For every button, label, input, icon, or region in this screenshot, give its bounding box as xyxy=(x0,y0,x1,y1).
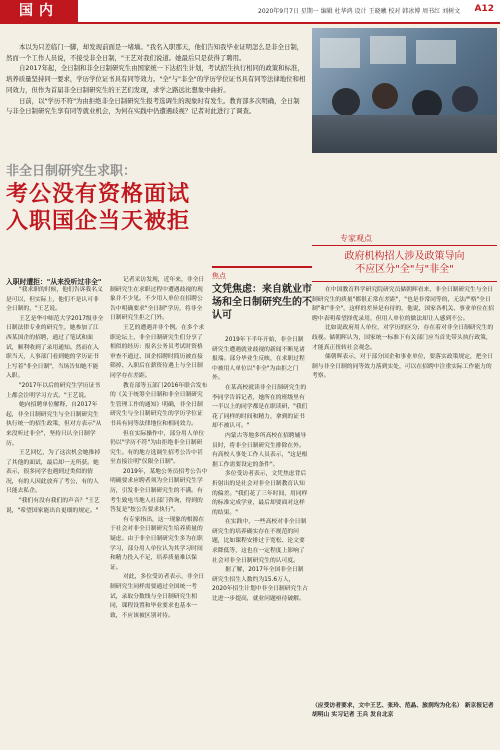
sidebar-column xyxy=(312,286,497,698)
intro-paragraph: 本以为只差临门一脚，却发现前面是一堵墙。"我名入职那天，他们告知我毕业证明怎么是非全日制，然而一个工作人员说，不接受非全日制，"王艺对我们说道。她最后只是获得了聘用。 xyxy=(6,43,304,62)
header-rule xyxy=(0,22,500,24)
photo-crowd-shape xyxy=(312,115,497,153)
sidebar-title: 政府机构招人涉及政策导向 不应区分"全"与"非全" xyxy=(344,251,465,275)
headline-line-2: 入职国企当天被拒 xyxy=(6,209,191,234)
body-paragraph: 王艺回忆，为了这次机会她推掉了其他的面试，最后却一无所获。她表示，很多同学也遇到过类似的情况，有的人因此放弃了考公，有的人只能去私企。 xyxy=(6,450,101,495)
body-paragraph: 内蒙古等地多所高校在招聘辅导员时，将非全日制研究生排除在外。有高校人事处工作人员表示，"这是根据工作需要设定的条件"。 xyxy=(212,432,308,468)
photo-window-shape xyxy=(370,36,406,64)
headline-kicker: 非全日制研究生求职： xyxy=(6,164,137,179)
focus-tag: 焦点 xyxy=(212,272,226,280)
column-middle xyxy=(110,276,208,746)
focus-title: 文凭焦虑：来自就业市场和全日制研究生的不认可 xyxy=(212,284,312,321)
body-paragraph: 记者采访发现，近年来，非全日制研究生在求职过程中遭遇歧视的现象并不少见。不少用人单位在招聘公告中明确要求"全日制"学历，将非全日制研究生拒之门外。 xyxy=(110,277,205,322)
body-paragraph: 有专家指出，这一现象的根源在于社会对非全日制研究生培养质量的疑虑。由于非全日制研究生多为在职学习，部分用人单位认为其学习时间和精力投入不足，培养质量难以保证。 xyxy=(110,516,205,571)
photo-person-shape xyxy=(452,86,478,112)
sidebar-bottom-rule xyxy=(312,281,497,282)
body-paragraph: 在某高校就读非全日制研究生的李同学告诉记者，她所在的班级里有一半以上的同学都是在职读研，"我们花了同样的时间和精力，拿到的证书却不被认可。" xyxy=(212,384,308,430)
column-left xyxy=(6,276,104,746)
focus-box xyxy=(212,266,312,332)
photo-person-shape xyxy=(372,83,398,109)
intro-paragraph: 日前，以"学历不符"为由拒绝非全日制研究生报考选调生的现象时有发生。教育部多次明确，全日制与非全日制研究生享有同等就业机会，为何在实践中仍遭遇歧视？记者对此进行了调查。 xyxy=(6,96,300,116)
sidebar-paragraph: 比如说政府用人单位，对学历的区分，存在着对非全日制研究生的歧视。储朝晖认为，国家统一标准下有关部门应当首先带头执行政策，才能真正扭转社会观念。 xyxy=(312,325,494,351)
body-paragraph: 教育部等五部门2016年联合发布的《关于统筹全日制和非全日制研究生管理工作的通知》明确，非全日制研究生与全日制研究生的学历学位证书具有同等法律地位和相同效力。 xyxy=(110,382,208,427)
section-tag: 国内 xyxy=(0,0,78,22)
body-paragraph: 王艺是华中师范大学2017级非全日制法律专业的研究生，她参加了江西某国企的招聘，通过了笔试和面试，顺利收到了录用通知。然而在入职当天，人事部门看到她的学历证书上写着"非全日制"，当场告知她不能入职。 xyxy=(6,315,104,380)
byline-credit: （应受访者要求，文中王艺、张玲、范晶、旅润均为化名） 新京报记者 胡明山 实习记者 王兵 发自北京 xyxy=(312,703,494,718)
page-number: A12 xyxy=(474,4,494,14)
news-photo xyxy=(312,28,497,153)
body-paragraph: 但在实际操作中，部分用人单位仍以"学历不符"为由拒绝非全日制研究生。有的地方选调生招考公告中甚至直接注明"仅限全日制"。 xyxy=(110,430,205,466)
intro-block xyxy=(6,42,306,150)
body-paragraph: 多位受访者表示，文凭焦虑背后折射出的是社会对非全日制教育认知的偏差。"我们花了三年时间，用同样的标准完成学业，最后却要面对这样的结果。" xyxy=(212,471,308,516)
page-header xyxy=(0,0,500,22)
body-paragraph: 王艺的遭遇并非个例。在多个求职论坛上，非全日制研究生们分享了相似的经历：报名公务员考试时资格审查不通过、国企招聘时简历被直接筛掉、入职后在薪资待遇上与全日制同学存在差距。 xyxy=(110,324,205,379)
body-paragraph: "我求职的时候，他们告诉我名义是可以，但实际上，他们不是认可非全日制的，"王艺说。 xyxy=(6,287,103,313)
body-paragraph: 2019年，某地公务员招考公告中明确要求应聘者须为全日制研究生学历，引发非全日制研究生的不满。有考生致电当地人社部门咨询，得到的答复是"按公告要求执行"。 xyxy=(110,468,208,514)
body-paragraph: "我们有没有我们的声音？"王艺说，"希望国家能出台更细的规定。" xyxy=(6,498,100,514)
body-paragraph: 她向招聘单位解释，自2017年起，非全日制研究生与全日制研究生执行统一的招生政策，但对方表示"从来没听过非全"，坚持只认全日制学历。 xyxy=(6,402,102,447)
photo-person-shape xyxy=(332,88,360,116)
headline-line-1: 考公没有资格面试 xyxy=(6,182,191,207)
body-paragraph: 据了解，2017年全国非全日制研究生招生人数约为15.6万人，2020年招生计划中非全日制研究生占比进一步提高，就业问题亟待破解。 xyxy=(212,567,308,603)
photo-window-shape xyxy=(416,40,456,64)
sidebar-paragraph: 在中国教育科学研究院研究员储朝晖看来，非全日制研究生与全日制研究生的质量"都很正常在差距"，"也是非常同等的，无法严格"全日制"和"非全"，这样的差异是有待的，他说，国家各机关、事业单位在招聘中表明希望择优录用，但用人单位的做法却让人感到不公。 xyxy=(312,287,494,322)
body-paragraph: "2017年以后的研究生学历证书上都会注明学习方式。"王艺说。 xyxy=(6,382,101,399)
headline-block xyxy=(6,160,336,235)
column-right-inner xyxy=(212,336,308,746)
intro-paragraph: 自2017年起，全日制和非全日制研究生由国家统一下达招生计划，考试招生执行相同的政策和标准，培养质量坚持同一要求，学历学位证书具有同等效力。"全"与"非全"的学历学位证书具有同等法律地位和相同效力，但作为首届非全日制研究生的王艺们发现，求学之路远比想象中曲折。 xyxy=(6,64,306,94)
sidebar-top-rule xyxy=(312,245,497,246)
header-info: 2020年9月7日 星期一 编辑 杜华鸿 设计 王晓曦 校对 韩冰博 周书红 刘树文 xyxy=(258,8,461,15)
sidebar-tag: 专家观点 xyxy=(340,234,372,243)
headline-main xyxy=(6,181,336,235)
body-paragraph: 2019年下半年开始，非全日制研究生遭遇就业歧视的新闻不断见诸报端。部分毕业生反映，在求职过程中被用人单位以"非全"为由拒之门外。 xyxy=(212,337,305,382)
body-paragraph: 对此，多位受访者表示，非全日制研究生同样需要通过全国统一考试，录取分数线与全日制研究生相同，课程设置和毕业要求也基本一致，不应该被区别对待。 xyxy=(110,574,205,619)
sidebar-paragraph: 储朝晖表示，对于部分国企和事业单位，要落实政策规定，把全日制与非全日制的同等效力落到实处，可以在招聘中注重实际工作能力的考察。 xyxy=(312,354,494,380)
body-paragraph: 在实践中，一些高校对非全日制研究生的培养确实存在不规范的问题，比如课程安排过于宽松、论文要求降低等，这也在一定程度上影响了社会对非全日制研究生的认可度。 xyxy=(212,519,307,564)
column-left-subhead: 入职时遭拒："从来没听过非全" xyxy=(6,278,102,286)
photo-window-shape xyxy=(320,38,360,68)
